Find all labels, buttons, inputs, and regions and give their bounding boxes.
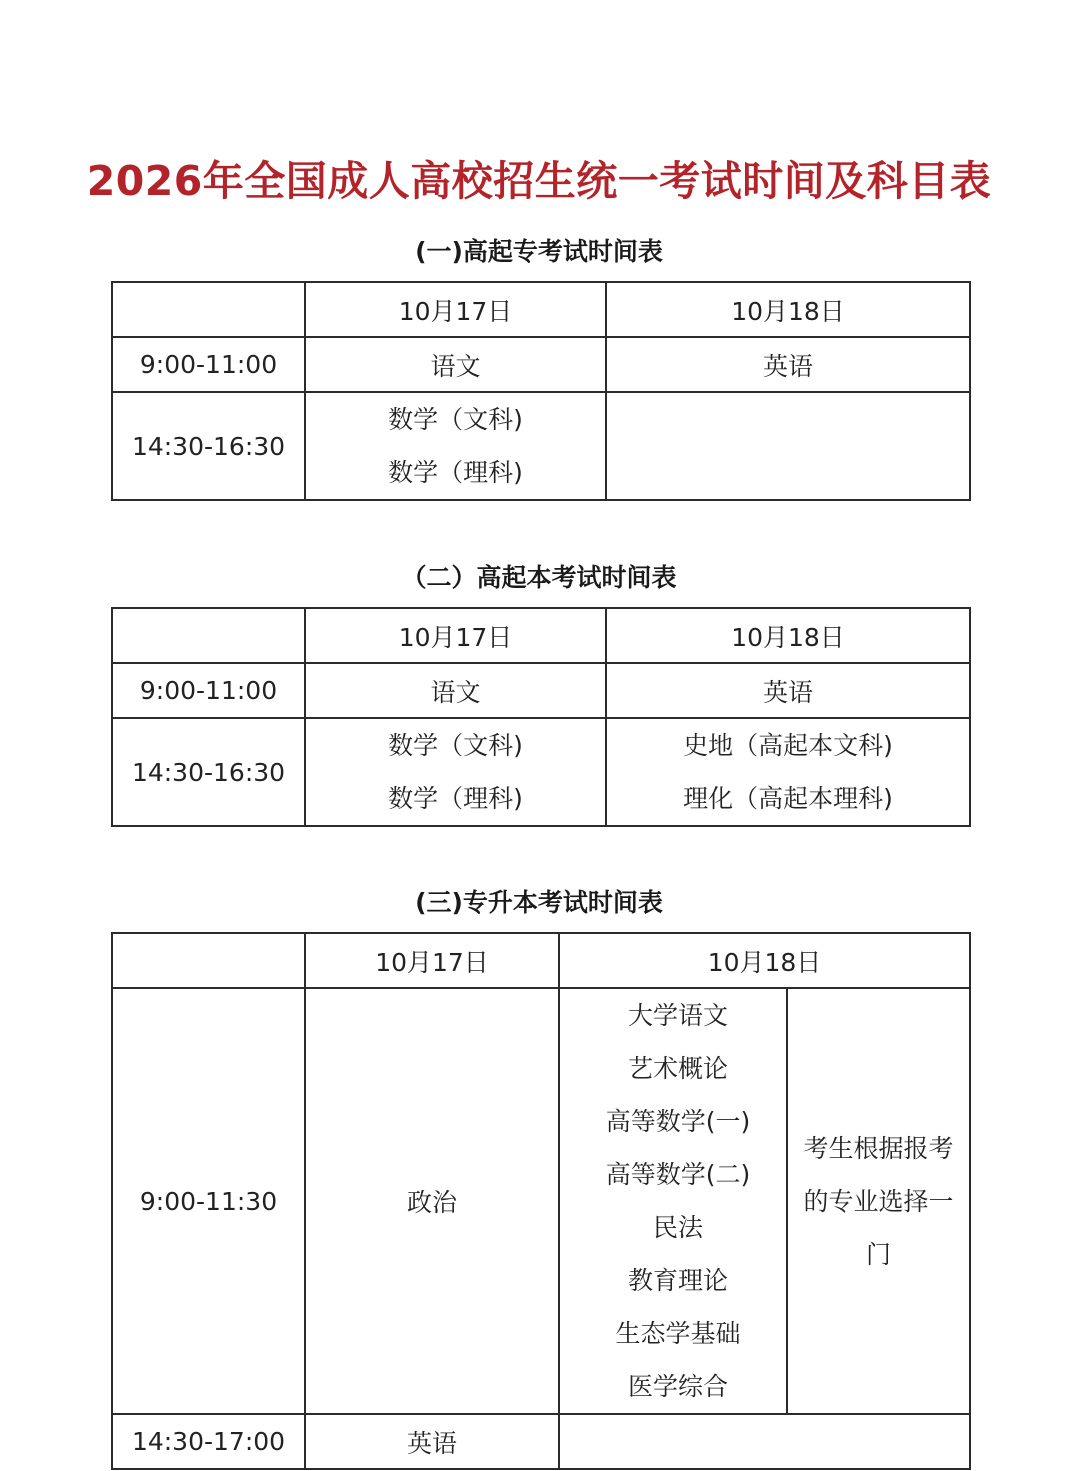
time-cell: 14:30-16:30: [112, 718, 305, 826]
page-title: 2026年全国成人高校招生统一考试时间及科目表: [86, 157, 992, 205]
subject-cell: 政治: [305, 988, 559, 1414]
table-row: [112, 337, 970, 392]
section-heading-gaoqiben: （二）高起本考试时间表: [401, 563, 677, 592]
subject-cell: [559, 1414, 970, 1469]
subject-item: 数学（文科): [388, 405, 523, 434]
subject-cell: 英语: [606, 663, 970, 718]
section-heading-gaoqizhuan: (一)高起专考试时间表: [415, 237, 663, 266]
date-header: 10月18日: [606, 282, 970, 337]
subject-cell: 语文: [305, 663, 606, 718]
date-header: 10月18日: [559, 933, 970, 988]
subject-cell: [606, 392, 970, 500]
table-header-row: [112, 608, 970, 663]
subject-item: 高等数学(一): [605, 1107, 751, 1136]
subject-item: 史地（高起本文科): [683, 731, 893, 760]
selection-note-cell: [787, 988, 970, 1414]
table-header-row: [112, 282, 970, 337]
subject-item: 大学语文: [627, 1001, 728, 1030]
subject-cell: [305, 392, 606, 500]
note-line: 考生根据报考: [803, 1133, 954, 1163]
subject-item: 数学（理科): [388, 458, 523, 487]
table-row: [112, 718, 970, 826]
section-heading-zhuanshengben: (三)专升本考试时间表: [415, 888, 663, 917]
subject-item: 数学（理科): [388, 784, 523, 813]
time-cell: 9:00-11:00: [112, 663, 305, 718]
subject-cell: 语文: [305, 337, 606, 392]
subject-item: 艺术概论: [627, 1054, 728, 1083]
subject-list-cell: [559, 988, 787, 1414]
table-row: [112, 1414, 970, 1469]
subject-item: 高等数学(二): [605, 1160, 751, 1189]
table-row: [112, 988, 970, 1414]
subject-item: 教育理论: [627, 1266, 728, 1295]
subject-item: 数学（文科): [388, 731, 523, 760]
subject-item: 医学综合: [627, 1372, 728, 1401]
header-corner-cell: [112, 933, 305, 988]
subject-cell: [305, 718, 606, 826]
subject-item: 民法: [652, 1213, 703, 1242]
header-corner-cell: [112, 608, 305, 663]
subject-cell: 英语: [305, 1414, 559, 1469]
date-header: 10月17日: [305, 933, 559, 988]
schedule-table-zhuanshengben: [111, 932, 971, 1470]
subject-item: 生态学基础: [615, 1319, 741, 1348]
subject-cell: [606, 718, 970, 826]
time-cell: 9:00-11:00: [112, 337, 305, 392]
table-header-row: [112, 933, 970, 988]
time-cell: 14:30-17:00: [112, 1414, 305, 1469]
schedule-table-gaoqizhuan: [111, 281, 971, 501]
note-line: 门: [865, 1239, 891, 1269]
subject-cell: 英语: [606, 337, 970, 392]
note-line: 的专业选择一: [803, 1186, 954, 1216]
time-cell: 14:30-16:30: [112, 392, 305, 500]
subject-item: 理化（高起本理科): [683, 784, 893, 813]
table-row: [112, 663, 970, 718]
schedule-table-gaoqiben: [111, 607, 971, 827]
date-header: 10月18日: [606, 608, 970, 663]
header-corner-cell: [112, 282, 305, 337]
date-header: 10月17日: [305, 608, 606, 663]
time-cell: 9:00-11:30: [112, 988, 305, 1414]
date-header: 10月17日: [305, 282, 606, 337]
table-row: [112, 392, 970, 500]
